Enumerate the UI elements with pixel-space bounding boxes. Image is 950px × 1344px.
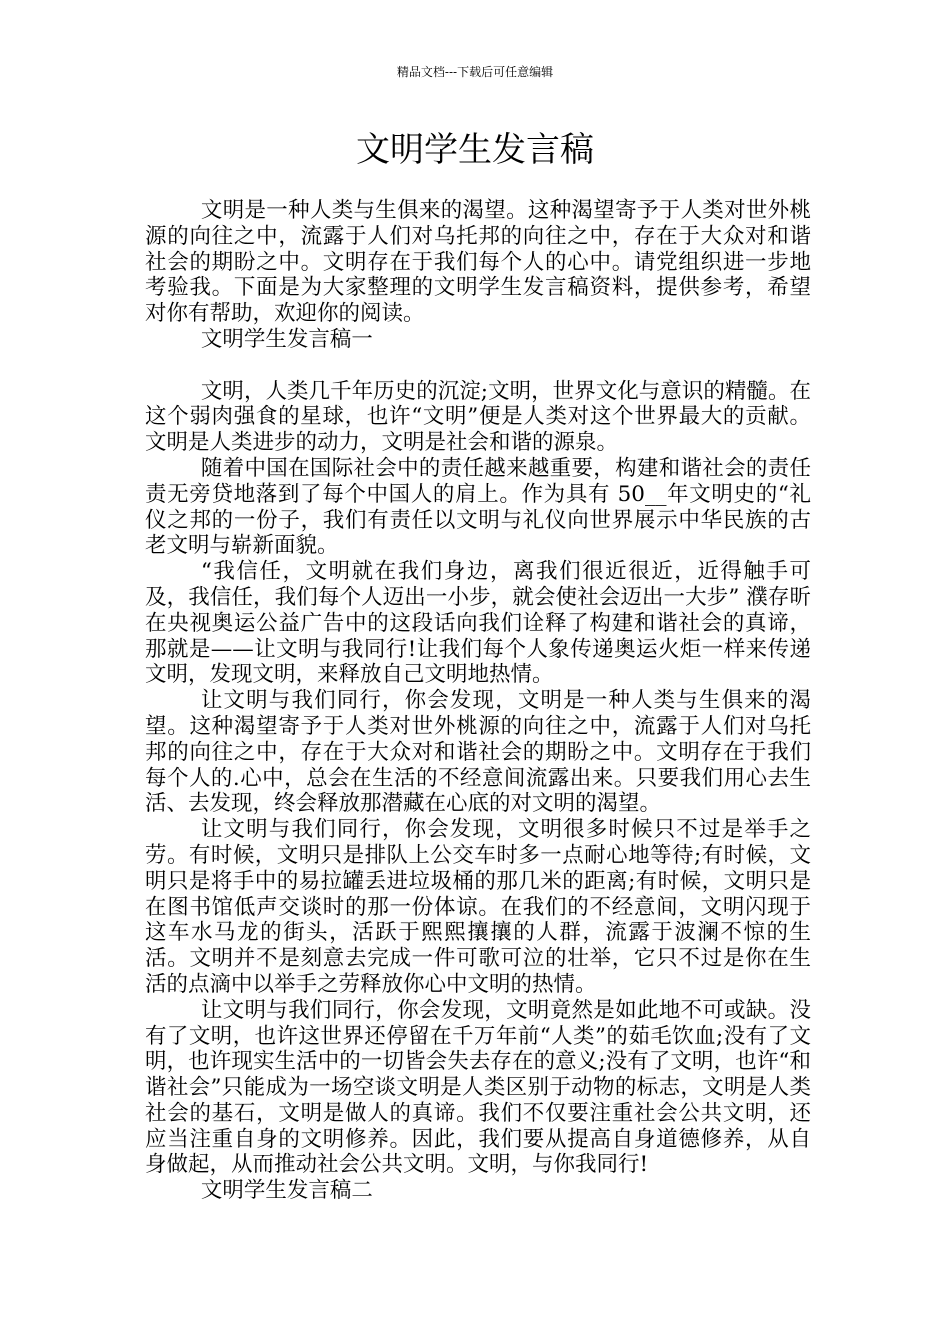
header-note: 精品文档---下载后可任意编辑 <box>396 65 554 79</box>
section-heading-1: 文明学生发言稿一 <box>200 326 373 352</box>
body-paragraph: 让文明与我们同行，你会发现，文明竟然是如此地不可或缺。没有了文明，也许这世界还停留在千万年前“人类”的茹毛饮血;没有了文明，也许现实生活中的一切皆会失去存在的意义;没有了文明，也许“和谐社会”只能成为一场空谈文明是人类区别于动物的标志，文明是人类社会的基石，文明是做人的真谛。我们不仅要注重社会公共文明，还应当注重自身的文明修养。因此，我们要从提高自身道德修养，从自身做起，从而推动社会公共文明。文明，与你我同行! <box>145 997 811 1178</box>
section-heading-2: 文明学生发言稿二 <box>200 1178 373 1204</box>
body-paragraph: 随着中国在国际社会中的责任越来越重要，构建和谐社会的责任责无旁贷地落到了每个中国人的肩上。作为具有 50__年文明史的“礼仪之邦的一份子，我们有责任以文明与礼仪向世界展示中华民族的古老文明与崭新面貌。 <box>145 455 811 559</box>
blank-line <box>145 353 811 379</box>
document-body <box>145 198 811 1204</box>
body-paragraph: 让文明与我们同行，你会发现，文明是一种人类与生俱来的渴望。这种渴望寄予于人类对世外桃源的向往之中，流露于人们对乌托邦的向往之中，存在于大众对和谐社会的期盼之中。文明存在于我们每个人的.心中，总会在生活的不经意间流露出来。只要我们用心去生活、去发现，终会释放那潜藏在心底的对文明的渴望。 <box>145 688 811 817</box>
body-paragraph: 文明，人类几千年历史的沉淀;文明，世界文化与意识的精髓。在这个弱肉强食的星球，也许“文明”便是人类对这个世界最大的贡献。文明是人类进步的动力，文明是社会和谐的源泉。 <box>145 378 811 456</box>
body-paragraph: “我信任，文明就在我们身边，离我们很近很近，近得触手可及，我信任，我们每个人迈出一小步，就会使社会迈出一大步” 濮存昕在央视奥运公益广告中的这段话向我们诠释了构建和谐社会的真谛，那就是——让文明与我同行!让我们每个人象传递奥运火炬一样来传递文明，发现文明，来释放自己文明地热情。 <box>145 559 811 688</box>
page-title: 文明学生发言稿 <box>356 130 594 170</box>
intro-paragraph: 文明是一种人类与生俱来的渴望。这种渴望寄予于人类对世外桃源的向往之中，流露于人们对乌托邦的向往之中，存在于大众对和谐社会的期盼之中。文明存在于我们每个人的心中。请党组织进一步地考验我。下面是为大家整理的文明学生发言稿资料，提供参考，希望对你有帮助，欢迎你的阅读。 <box>145 198 811 327</box>
body-paragraph: 让文明与我们同行，你会发现，文明很多时候只不过是举手之劳。有时候，文明只是排队上公交车时多一点耐心地等待;有时候，文明只是将手中的易拉罐丢进垃圾桶的那几米的距离;有时候，文明只是在图书馆低声交谈时的那一份体谅。在我们的不经意间，文明闪现于这车水马龙的街头，活跃于熙熙攘攘的人群，流露于波澜不惊的生活。文明并不是刻意去完成一件可歌可泣的壮举，它只不过是你在生活的点滴中以举手之劳释放你心中文明的热情。 <box>145 817 811 997</box>
